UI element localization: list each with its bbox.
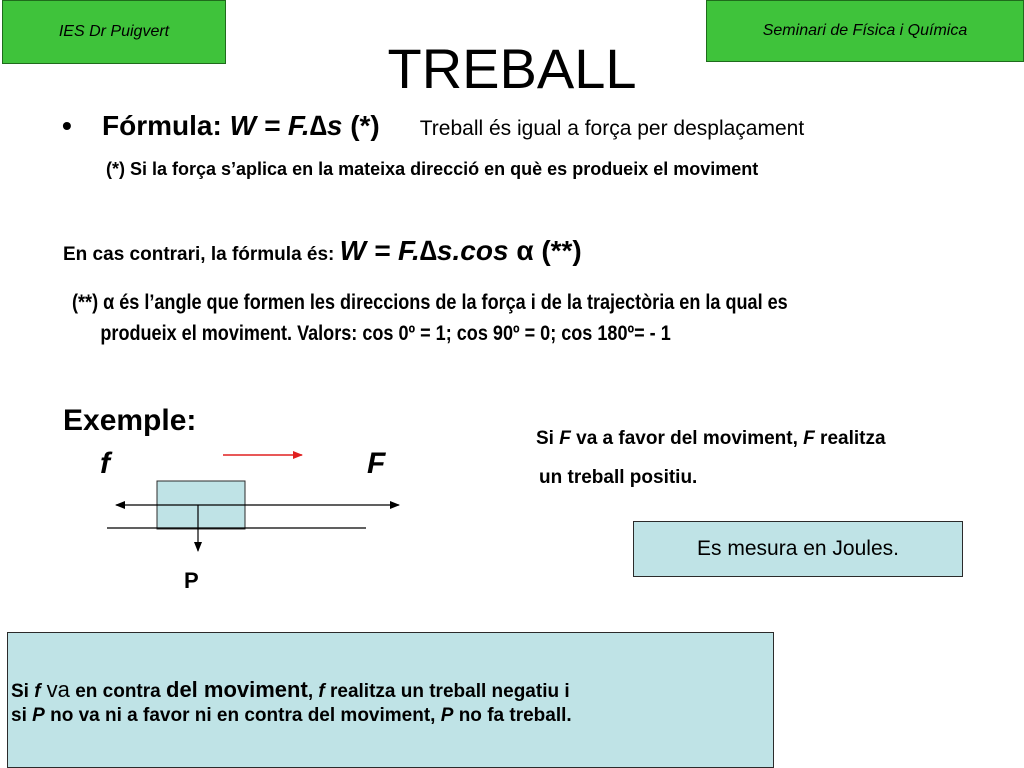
formula-s: s: [326, 110, 343, 141]
delta-symbol: ∆: [419, 235, 437, 266]
positive-line2: un treball positiu.: [539, 467, 698, 488]
weight-label: P: [184, 568, 199, 593]
note-same-direction: (*) Si la força s’aplica en la mateixa direcció en què es produeix el moviment: [106, 159, 759, 179]
formula-w: W = F.: [339, 235, 420, 266]
department-name: Seminari de Física i Química: [762, 22, 968, 39]
example-heading: Exemple:: [63, 404, 197, 437]
delta-symbol: ∆: [309, 110, 327, 141]
positive-line1: Si F va a favor del moviment, F realitza: [536, 428, 886, 449]
note-angle-line2: produeix el moviment. Valors: cos 0º = 1; cos 90º = 0; cos 180º= - 1: [100, 322, 671, 345]
friction-label: f: [100, 447, 110, 480]
formula-w: W = F.: [229, 110, 310, 141]
note-angle-line1: (**) α és l’angle que formen les direccions de la força i de la trajectòria en la qual es: [72, 291, 788, 314]
contrary-lead: En cas contrari, la fórmula és:: [63, 244, 335, 265]
unit-box: [633, 521, 963, 577]
formula-cos: s.cos: [436, 235, 509, 266]
force-label: F: [367, 447, 386, 480]
formula-label: Fórmula:: [102, 110, 222, 141]
bullet-dot: •: [62, 110, 72, 141]
negative-work-box: [7, 632, 774, 768]
formula-mark: (**): [541, 235, 582, 266]
alpha-symbol: α: [516, 235, 534, 266]
school-name: IES Dr Puigvert: [58, 23, 170, 40]
negative-line1: Si f va en contra del moviment, f realitza un treball negatiu i: [11, 677, 570, 702]
formula-description: Treball és igual a força per desplaçament: [419, 117, 805, 140]
formula-mark: (*): [350, 110, 380, 141]
positive-work-note: [536, 419, 886, 497]
page-title: TREBALL: [387, 37, 637, 100]
negative-line2: si P no va ni a favor ni en contra del moviment, P no fa treball.: [11, 705, 572, 726]
unit-text: Es mesura en Joules.: [697, 537, 899, 560]
